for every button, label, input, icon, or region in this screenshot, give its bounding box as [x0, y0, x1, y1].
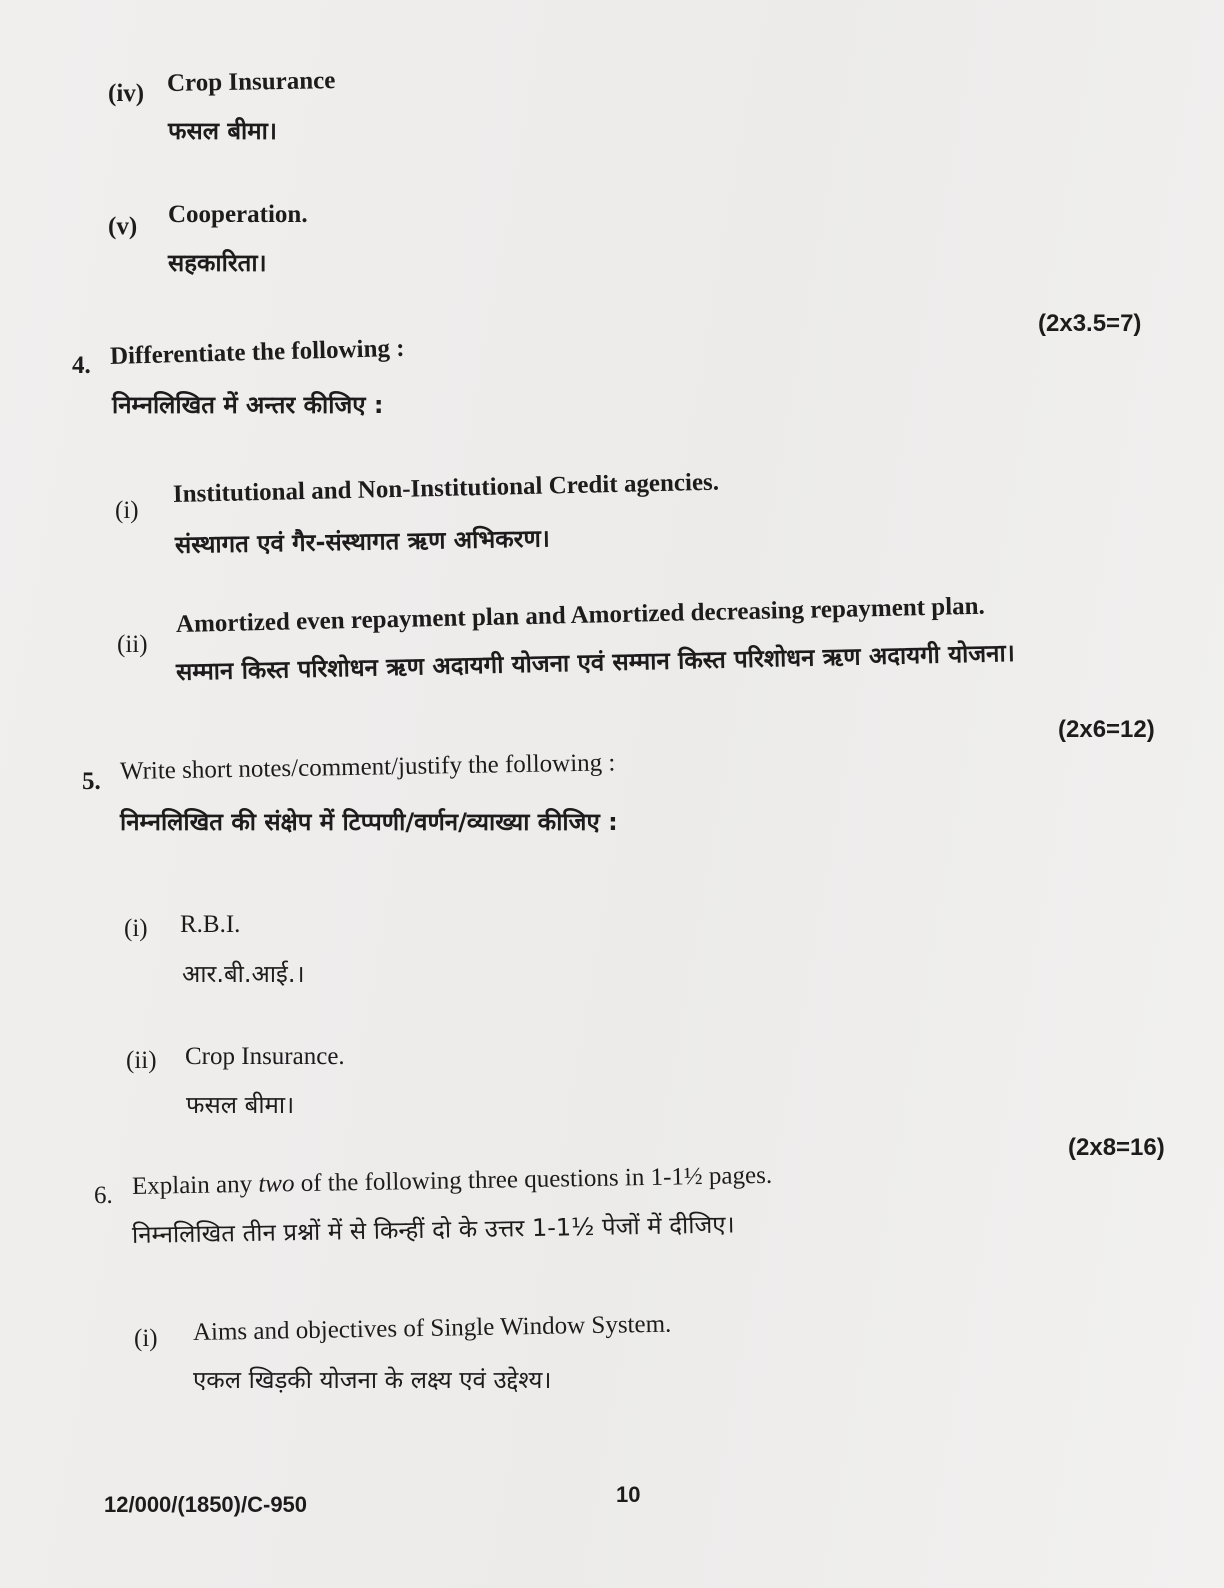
q5-item-i-number: (i) [124, 915, 148, 942]
q5-item-i-hindi: आर.बी.आई.। [182, 960, 305, 988]
q6-item-i-hindi: एकल खिड़की योजना के लक्ष्य एवं उद्देश्य। [193, 1366, 552, 1394]
q3-item-v-number: (v) [108, 213, 138, 240]
q4-title-hindi: निम्नलिखित में अन्तर कीजिए : [112, 391, 384, 419]
page-number: 10 [616, 1482, 641, 1507]
q4-title: Differentiate the following : [109, 334, 405, 370]
q5-marks: (2x6=12) [1058, 716, 1155, 743]
q3-item-iv-text: Crop Insurance [166, 67, 336, 97]
q6-item-i-number: (i) [134, 1325, 158, 1352]
q4-marks: (2x3.5=7) [1038, 310, 1142, 337]
footer-code: 12/000/(1850)/C-950 [104, 1492, 308, 1517]
q4-item-ii-hindi: सम्मान किस्त परिशोधन ऋण अदायगी योजना एवं सम्मान किस्त परिशोधन ऋण अदायगी योजना। [175, 638, 1016, 686]
q4-number: 4. [72, 352, 91, 379]
q5-title-hindi: निम्नलिखित की संक्षेप में टिप्पणी/वर्णन/व्याख्या कीजिए : [120, 808, 618, 836]
q3-item-v-hindi: सहकारिता। [168, 249, 267, 277]
q6-title-post: of the following three questions in 1-1½ pages. [294, 1161, 773, 1198]
q6-title-emphasis: two [258, 1170, 295, 1198]
q6-title-hindi: निम्नलिखित तीन प्रश्नों में से किन्हीं दो के उत्तर 1-1½ पेजों में दीजिए। [131, 1210, 735, 1249]
q6-title-pre: Explain any [131, 1170, 259, 1200]
q4-item-i-number: (i) [115, 497, 139, 524]
q3-item-iv-number: (iv) [108, 80, 145, 107]
q5-item-ii-text: Crop Insurance. [185, 1043, 345, 1070]
q5-item-ii-hindi: फसल बीमा। [186, 1091, 295, 1119]
q5-number: 5. [82, 768, 101, 795]
q5-item-i-text: R.B.I. [180, 911, 241, 938]
q3-item-v-text: Cooperation. [168, 201, 308, 228]
q5-item-ii-number: (ii) [126, 1047, 157, 1074]
q5-title: Write short notes/comment/justify the following : [119, 749, 616, 785]
q6-title [132, 1162, 773, 1201]
q3-item-iv-hindi: फसल बीमा। [168, 117, 277, 145]
q4-item-ii-number: (ii) [117, 631, 148, 658]
q4-item-i-hindi: संस्थागत एवं गैर-संस्थागत ऋण अभिकरण। [174, 524, 551, 559]
q4-item-ii-text: Amortized even repayment plan and Amortized decreasing repayment plan. [175, 592, 986, 638]
q4-item-i-text: Institutional and Non-Institutional Credit agencies. [172, 468, 720, 508]
q6-marks: (2x8=16) [1068, 1134, 1165, 1161]
q6-number: 6. [94, 1182, 113, 1209]
q6-item-i-text: Aims and objectives of Single Window System. [192, 1310, 672, 1346]
